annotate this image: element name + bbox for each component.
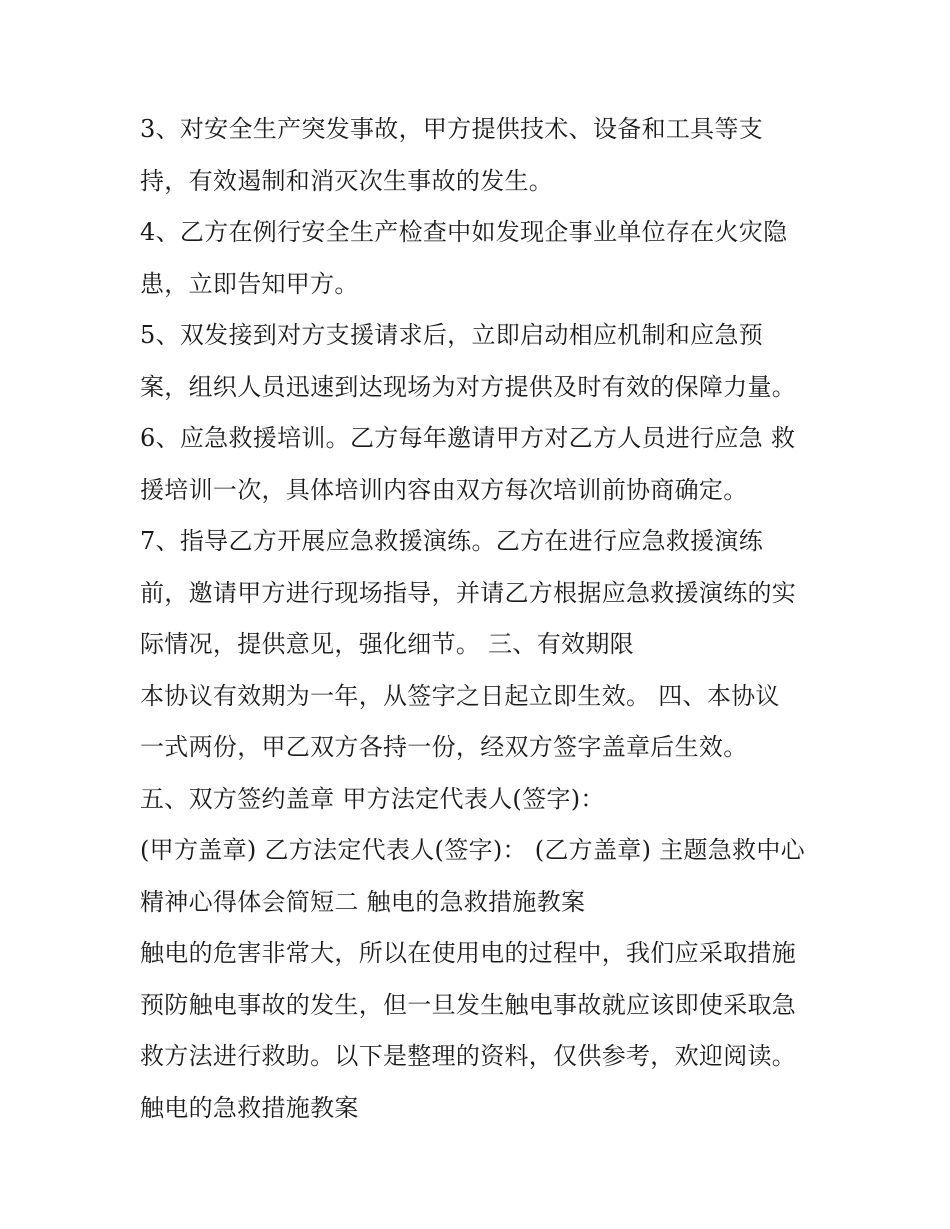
text-line: (甲方盖章) 乙方法定代表人(签字)： (乙方盖章) 主题急救中心 <box>140 836 805 864</box>
text-line: 5、双发接到对方支援请求后，立即启动相应机制和应急预 <box>140 321 764 349</box>
text-line: 救方法进行救助。以下是整理的资料，仅供参考，欢迎阅读。 <box>140 1042 797 1070</box>
text-line: 案，组织人员迅速到达现场为对方提供及时有效的保障力量。 <box>140 372 797 401</box>
text-line: 触电的急救措施教案 <box>140 1093 359 1122</box>
text-line: 患，立即告知甲方。 <box>140 269 359 298</box>
text-line: 4、乙方在例行安全生产检查中如发现企事业单位存在火灾隐 <box>140 218 788 246</box>
text-line: 一式两份，甲乙双方各持一份，经双方签字盖章后生效。 <box>140 733 748 761</box>
text-line: 触电的危害非常大，所以在使用电的过程中，我们应采取措施 <box>140 939 797 967</box>
text-line: 五、双方签约盖章 甲方法定代表人(签字)： <box>140 784 605 813</box>
document-body <box>140 104 820 1134</box>
text-line: 精神心得体会简短二 触电的急救措施教案 <box>140 887 586 916</box>
text-line: 3、对安全生产突发事故，甲方提供技术、设备和工具等支 <box>140 115 764 143</box>
text-line: 本协议有效期为一年，从签字之日起立即生效。 四、本协议 <box>140 681 780 710</box>
text-line: 持，有效遏制和消灭次生事故的发生。 <box>140 166 554 195</box>
text-line: 7、指导乙方开展应急救援演练。乙方在进行应急救援演练 <box>140 527 764 555</box>
text-line: 际情况，提供意见，强化细节。 三、有效期限 <box>140 630 634 658</box>
text-line: 援培训一次，具体培训内容由双方每次培训前协商确定。 <box>140 475 748 504</box>
text-line: 前，邀请甲方进行现场指导，并请乙方根据应急救援演练的实 <box>140 578 797 607</box>
text-line: 6、应急救援培训。乙方每年邀请甲方对乙方人员进行应急 救 <box>140 424 796 452</box>
text-line: 预防触电事故的发生，但一旦发生触电事故就应该即使采取急 <box>140 990 797 1019</box>
